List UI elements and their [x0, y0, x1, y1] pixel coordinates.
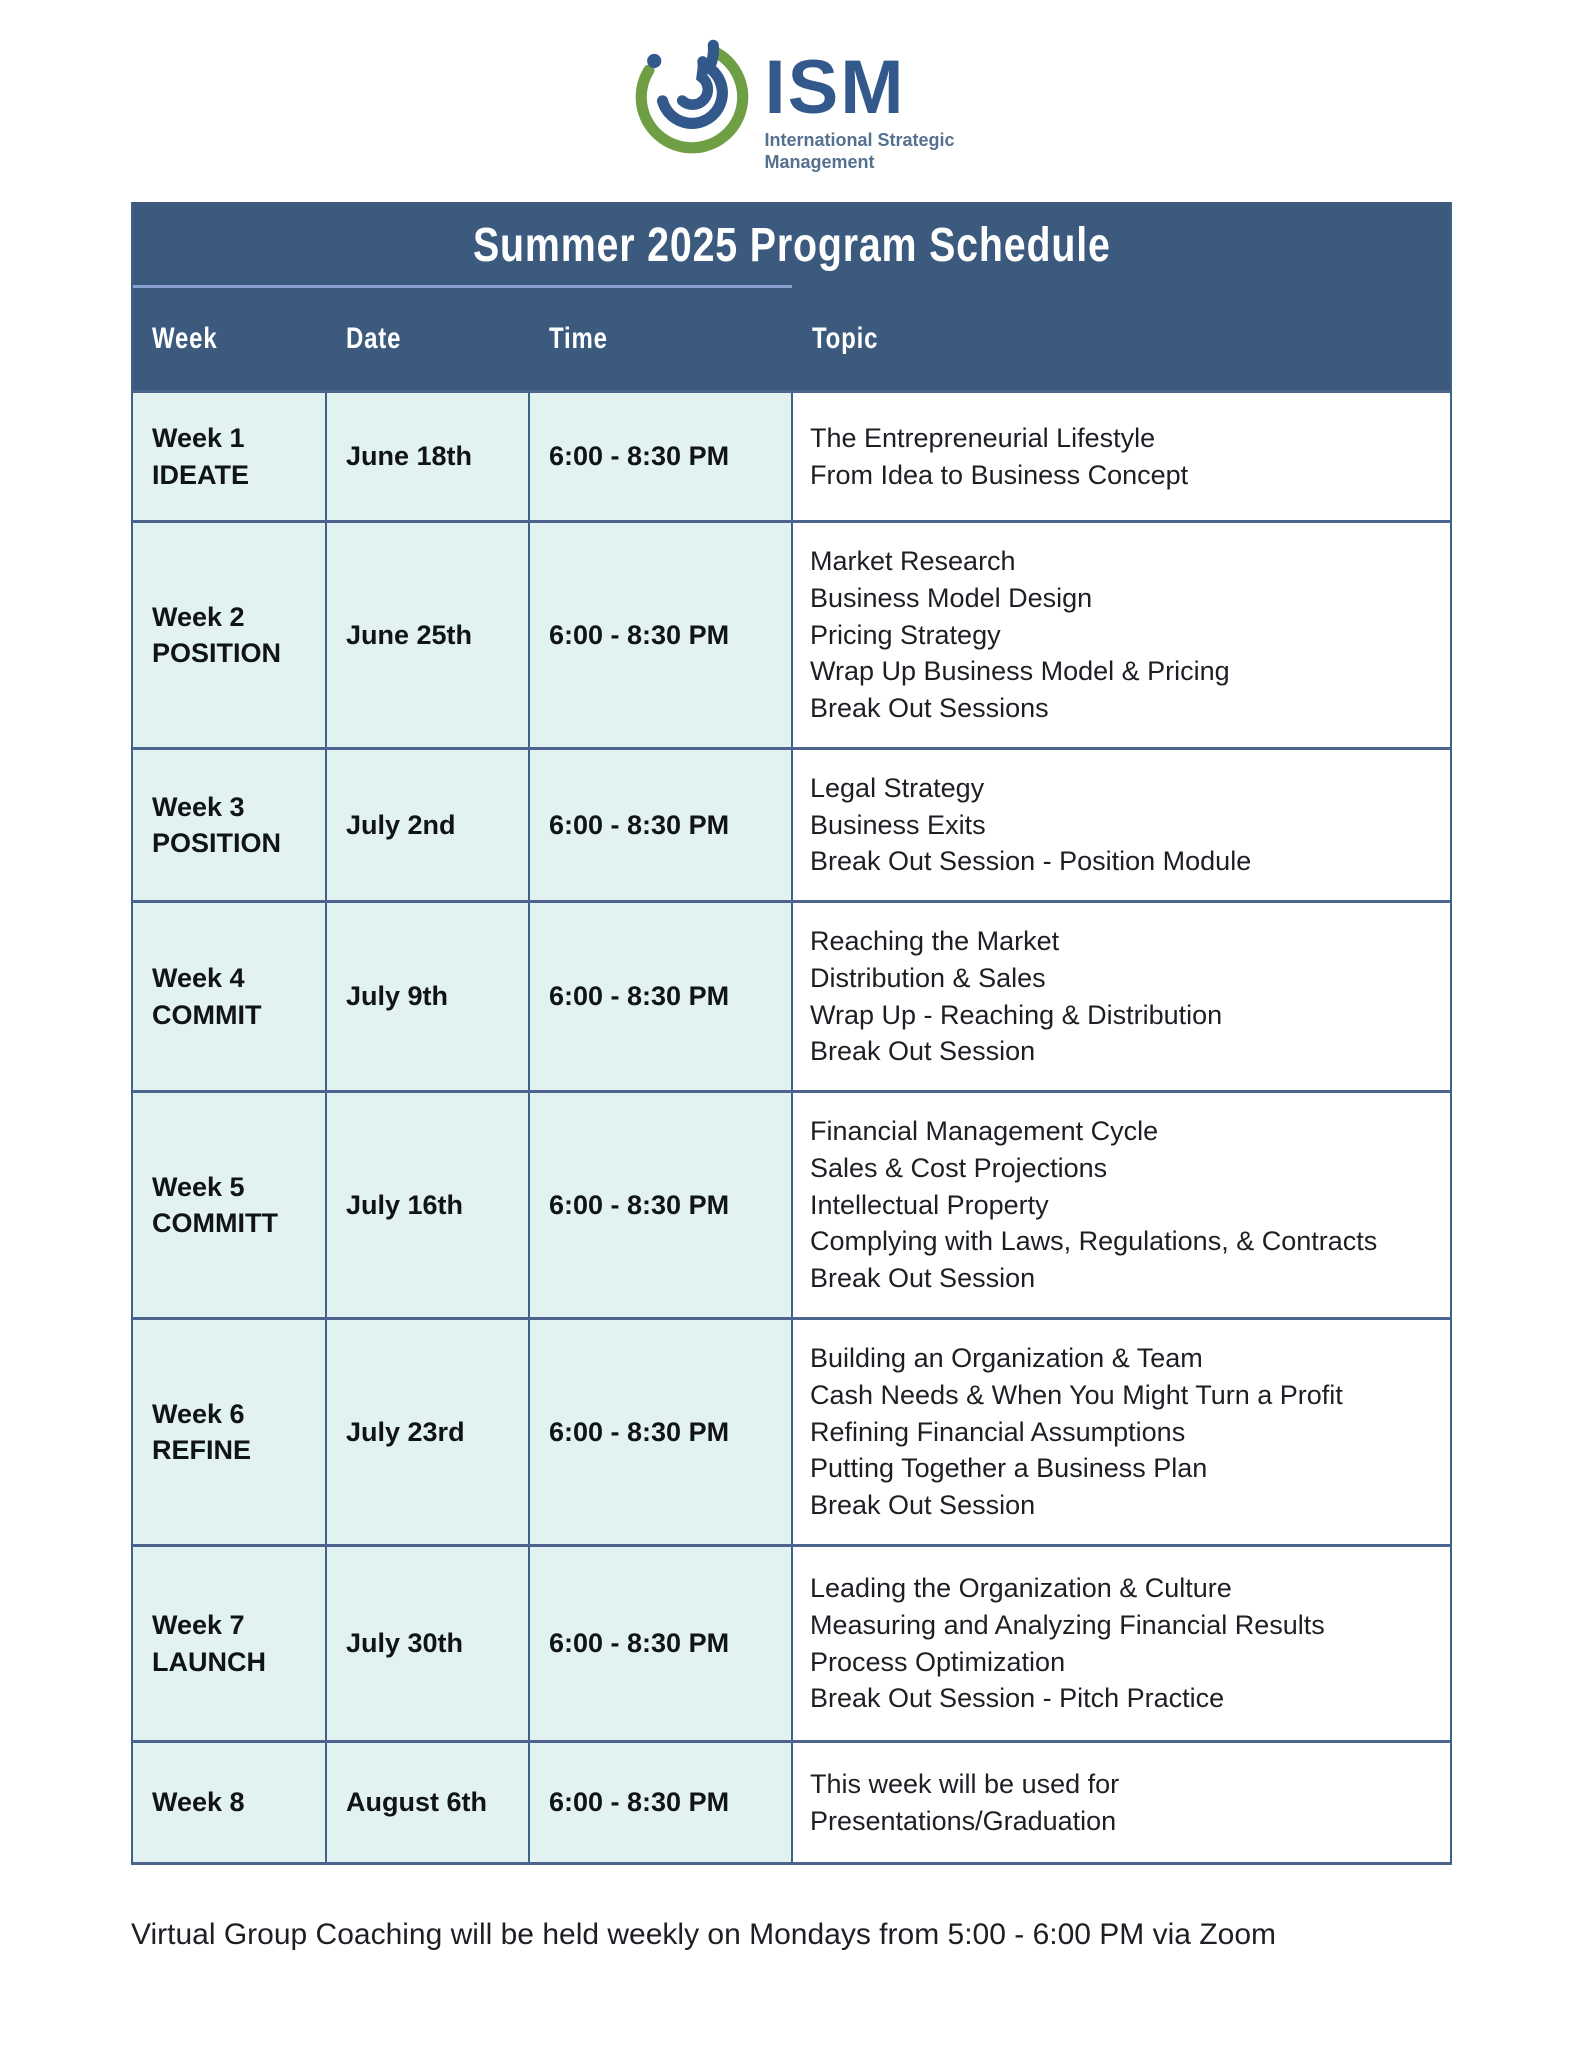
topic-line: Break Out Session — [810, 1263, 1036, 1294]
column-headers — [133, 288, 1450, 390]
topic-line: Break Out Session — [810, 1036, 1036, 1067]
topic-line: Pricing Strategy — [810, 619, 1001, 650]
topic-line: Break Out Session - Pitch Practice — [810, 1683, 1225, 1714]
topic-line: Complying with Laws, Regulations, & Contracts — [810, 1226, 1378, 1257]
topic-line: Market Research — [810, 545, 1016, 576]
cell-time: 6:00 - 8:30 PM — [530, 1547, 793, 1740]
week-phase: POSITION — [152, 828, 282, 858]
table-row — [133, 1090, 1450, 1317]
cell-topic — [793, 1093, 1450, 1317]
topic-line: The Entrepreneurial Lifestyle — [810, 422, 1156, 453]
cell-time: 6:00 - 8:30 PM — [530, 903, 793, 1090]
cell-week — [133, 903, 327, 1090]
cell-date: June 25th — [327, 523, 530, 747]
cell-week — [133, 393, 327, 520]
cell-topic — [793, 903, 1450, 1090]
cell-date: July 16th — [327, 1093, 530, 1317]
week-label: Week 2 — [152, 601, 245, 632]
week-phase: COMMIT — [152, 999, 262, 1030]
topic-line: Measuring and Analyzing Financial Results — [810, 1609, 1325, 1640]
week-phase: POSITION — [152, 638, 282, 668]
topic-line: Putting Together a Business Plan — [810, 1453, 1208, 1484]
topic-line: Reaching the Market — [810, 925, 1060, 956]
table-row — [133, 747, 1450, 900]
week-phase: REFINE — [152, 1435, 252, 1465]
topic-line: Cash Needs & When You Might Turn a Profit — [810, 1379, 1343, 1410]
brand-subtitle-line2: Management — [764, 152, 875, 173]
cell-week — [133, 1743, 327, 1862]
column-header-date: Date — [346, 322, 402, 355]
topic-line: Financial Management Cycle — [810, 1115, 1159, 1146]
topic-line: From Idea to Business Concept — [810, 459, 1189, 490]
topic-line: Business Exits — [810, 809, 986, 840]
cell-topic — [793, 523, 1450, 747]
topic-line: Break Out Sessions — [810, 693, 1049, 724]
cell-week — [133, 1320, 327, 1544]
topic-line: Process Optimization — [810, 1646, 1066, 1677]
table-row — [133, 1544, 1450, 1740]
brand-subtitle-line1: International Strategic — [764, 129, 955, 150]
topic-line: Distribution & Sales — [810, 962, 1046, 993]
table-row — [133, 520, 1450, 747]
column-header-topic: Topic — [812, 322, 879, 355]
cell-time: 6:00 - 8:30 PM — [530, 393, 793, 520]
brand-name: ISM — [764, 45, 906, 130]
week-label: Week 5 — [152, 1171, 245, 1202]
week-label: Week 6 — [152, 1398, 245, 1429]
topic-line: Legal Strategy — [810, 772, 985, 803]
topic-line: This week will be used for — [810, 1768, 1120, 1799]
topic-line: Business Model Design — [810, 582, 1093, 613]
week-phase: IDEATE — [152, 459, 250, 490]
cell-week — [133, 750, 327, 900]
week-label: Week 1 — [152, 423, 245, 454]
schedule-table — [131, 202, 1452, 1865]
cell-time: 6:00 - 8:30 PM — [530, 523, 793, 747]
topic-line: Presentations/Graduation — [810, 1805, 1117, 1836]
topic-line: Wrap Up Business Model & Pricing — [810, 656, 1230, 687]
cell-topic — [793, 1320, 1450, 1544]
title-underline — [133, 285, 792, 288]
cell-time: 6:00 - 8:30 PM — [530, 1320, 793, 1544]
cell-date: August 6th — [327, 1743, 530, 1862]
cell-date: July 23rd — [327, 1320, 530, 1544]
table-row — [133, 900, 1450, 1090]
topic-line: Intellectual Property — [810, 1189, 1049, 1220]
cell-topic — [793, 1743, 1450, 1862]
schedule-rows — [133, 390, 1450, 1862]
topic-line: Refining Financial Assumptions — [810, 1416, 1186, 1447]
cell-time: 6:00 - 8:30 PM — [530, 750, 793, 900]
cell-topic — [793, 750, 1450, 900]
week-label: Week 8 — [152, 1787, 245, 1818]
cell-date: July 30th — [327, 1547, 530, 1740]
column-header-time: Time — [549, 322, 608, 355]
cell-time: 6:00 - 8:30 PM — [530, 1093, 793, 1317]
logo — [0, 26, 1583, 174]
coaching-note: Virtual Group Coaching will be held weekly on Mondays from 5:00 - 6:00 PM via Zoom — [131, 1918, 1276, 1951]
cell-week — [133, 1547, 327, 1740]
cell-time: 6:00 - 8:30 PM — [530, 1743, 793, 1862]
table-row — [133, 1317, 1450, 1544]
cell-date: June 18th — [327, 393, 530, 520]
week-label: Week 3 — [152, 791, 245, 822]
topic-line: Break Out Session - Position Module — [810, 846, 1252, 877]
week-phase: COMMITT — [152, 1208, 278, 1238]
cell-date: July 2nd — [327, 750, 530, 900]
table-title-band — [133, 202, 1450, 288]
table-row — [133, 390, 1450, 520]
topic-line: Building an Organization & Team — [810, 1342, 1203, 1373]
week-label: Week 4 — [152, 963, 245, 994]
topic-line: Wrap Up - Reaching & Distribution — [810, 999, 1223, 1030]
topic-line: Sales & Cost Projections — [810, 1152, 1108, 1183]
ism-droplet-logo-icon — [628, 26, 760, 164]
topic-line: Break Out Session — [810, 1490, 1036, 1521]
cell-date: July 9th — [327, 903, 530, 1090]
cell-topic — [793, 393, 1450, 520]
cell-topic — [793, 1547, 1450, 1740]
column-header-week: Week — [152, 322, 218, 355]
cell-week — [133, 1093, 327, 1317]
table-row — [133, 1740, 1450, 1862]
cell-week — [133, 523, 327, 747]
week-label: Week 7 — [152, 1610, 245, 1641]
table-header — [133, 202, 1450, 390]
brand-subtitle — [764, 129, 954, 174]
week-phase: LAUNCH — [152, 1646, 266, 1677]
page-title: Summer 2025 Program Schedule — [472, 218, 1111, 272]
topic-line: Leading the Organization & Culture — [810, 1572, 1232, 1603]
